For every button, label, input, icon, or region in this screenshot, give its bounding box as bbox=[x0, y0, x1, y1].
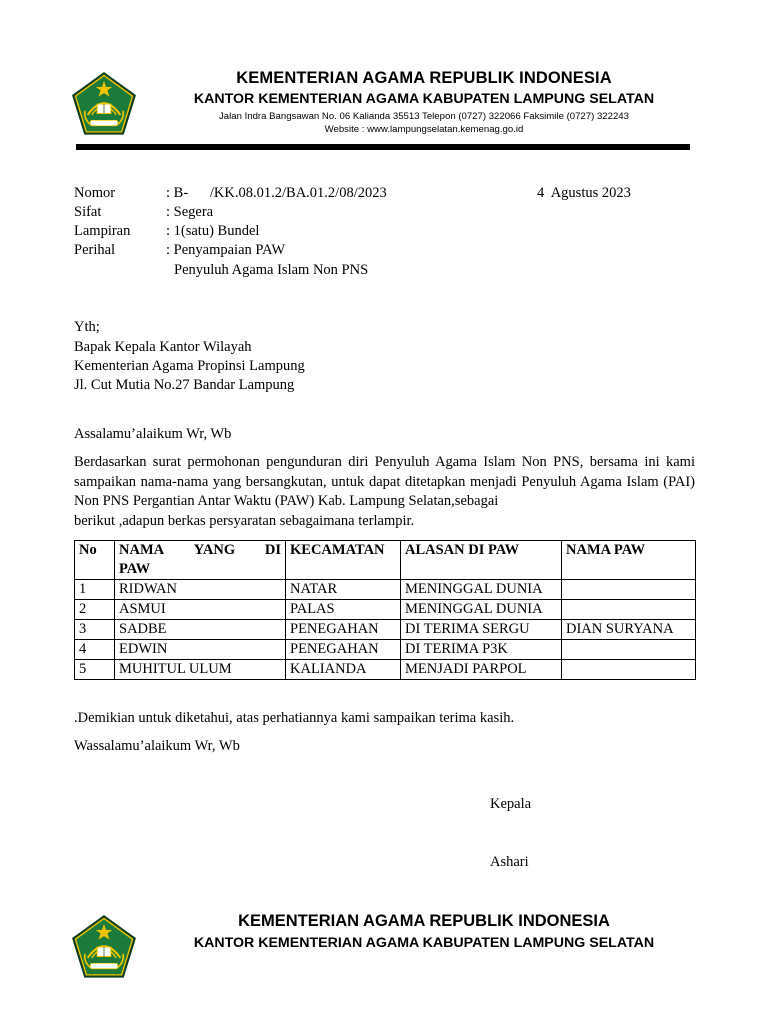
cell-no: 4 bbox=[75, 640, 115, 660]
table-row bbox=[75, 580, 696, 600]
lampiran-label: Lampiran bbox=[74, 223, 131, 239]
cell-nama: RIDWAN bbox=[115, 580, 286, 600]
kemenag-emblem-icon bbox=[70, 913, 138, 981]
letterhead-office-name: KANTOR KEMENTERIAN AGAMA KABUPATEN LAMPUNG SELATAN bbox=[193, 91, 655, 107]
recipient-title: Bapak Kepala Kantor Wilayah bbox=[74, 339, 252, 355]
cell-nama: SADBE bbox=[115, 620, 286, 640]
body-paragraph-main: Berdasarkan surat permohonan pengunduran diri Penyuluh Agama Islam Non PNS, bersama ini kami sampaikan nama-nama yang bersangkutan, untuk dapat ditetapkan menjadi Penyuluh Agama Islam (PAI) Non PNS Pergantian Antar Waktu (PAW) Kab. Lampung Selatan,sebagai bbox=[74, 454, 695, 510]
table-row bbox=[75, 660, 696, 680]
recipient-office: Kementerian Agama Propinsi Lampung bbox=[74, 358, 305, 374]
header-nama-word-3: DI bbox=[264, 542, 281, 558]
recipient-address: Jl. Cut Mutia No.27 Bandar Lampung bbox=[74, 377, 295, 393]
cell-kecamatan: PENEGAHAN bbox=[286, 640, 401, 660]
cell-kecamatan: PALAS bbox=[286, 600, 401, 620]
cell-nama: MUHITUL ULUM bbox=[115, 660, 286, 680]
cell-alasan: MENJADI PARPOL bbox=[401, 660, 562, 680]
perihal-value-continued: Penyuluh Agama Islam Non PNS bbox=[174, 262, 369, 278]
lampiran-value: : 1(satu) Bundel bbox=[166, 223, 260, 239]
header-nama-word-2: YANG bbox=[193, 542, 236, 558]
header-nama-word-1: NAMA bbox=[119, 542, 165, 558]
letter-date: 4 Agustus 2023 bbox=[537, 185, 631, 201]
letterhead-divider bbox=[76, 144, 690, 150]
cell-nama: EDWIN bbox=[115, 640, 286, 660]
cell-nama-paw: DIAN SURYANA bbox=[562, 620, 696, 640]
body-paragraph bbox=[74, 453, 695, 531]
header-no: No bbox=[75, 541, 115, 580]
cell-nama-paw bbox=[562, 600, 696, 620]
header-kecamatan: KECAMATAN bbox=[286, 541, 401, 580]
header-alasan: ALASAN DI PAW bbox=[401, 541, 562, 580]
sifat-value: : Segera bbox=[166, 204, 214, 220]
cell-kecamatan: NATAR bbox=[286, 580, 401, 600]
table-row bbox=[75, 620, 696, 640]
table-row bbox=[75, 640, 696, 660]
sifat-label: Sifat bbox=[74, 204, 102, 220]
footer-ministry-name: KEMENTERIAN AGAMA REPUBLIK INDONESIA bbox=[238, 912, 610, 930]
nomor-label: Nomor bbox=[74, 185, 116, 201]
cell-nama: ASMUI bbox=[115, 600, 286, 620]
cell-alasan: DI TERIMA P3K bbox=[401, 640, 562, 660]
letterhead-ministry-name: KEMENTERIAN AGAMA REPUBLIK INDONESIA bbox=[236, 69, 612, 87]
cell-no: 2 bbox=[75, 600, 115, 620]
cell-nama-paw bbox=[562, 580, 696, 600]
table-row bbox=[75, 600, 696, 620]
perihal-value: : Penyampaian PAW bbox=[166, 242, 286, 258]
signature-name: Ashari bbox=[490, 854, 529, 870]
table-header-row bbox=[75, 541, 696, 580]
footer-office-name: KANTOR KEMENTERIAN AGAMA KABUPATEN LAMPUNG SELATAN bbox=[193, 935, 655, 951]
signature-title: Kepala bbox=[490, 796, 532, 812]
perihal-label: Perihal bbox=[74, 242, 116, 258]
body-paragraph-last-line: berikut ,adapun berkas persyaratan sebagaimana terlampir. bbox=[74, 512, 415, 529]
closing-statement: .Demikian untuk diketahui, atas perhatiannya kami sampaikan terima kasih. bbox=[74, 710, 515, 726]
header-nama-paw: NAMA PAW bbox=[562, 541, 696, 580]
paw-table bbox=[74, 540, 696, 680]
cell-no: 3 bbox=[75, 620, 115, 640]
cell-alasan: DI TERIMA SERGU bbox=[401, 620, 562, 640]
recipient-salutation: Yth; bbox=[74, 319, 100, 335]
greeting: Assalamu’alaikum Wr, Wb bbox=[74, 426, 232, 442]
closing-greeting: Wassalamu’alaikum Wr, Wb bbox=[74, 738, 240, 754]
cell-alasan: MENINGGAL DUNIA bbox=[401, 580, 562, 600]
nomor-value: : B- /KK.08.01.2/BA.01.2/08/2023 bbox=[166, 185, 387, 201]
cell-kecamatan: KALIANDA bbox=[286, 660, 401, 680]
header-nama-word-4: PAW bbox=[119, 561, 151, 577]
cell-nama-paw bbox=[562, 660, 696, 680]
cell-nama-paw bbox=[562, 640, 696, 660]
letterhead-address: Jalan Indra Bangsawan No. 06 Kalianda 35513 Telepon (0727) 322066 Faksimile (0727) 322243 bbox=[219, 111, 629, 122]
letterhead-website: Website : www.lampungselatan.kemenag.go.id bbox=[324, 124, 524, 135]
kemenag-emblem-icon bbox=[70, 70, 138, 138]
cell-no: 1 bbox=[75, 580, 115, 600]
cell-kecamatan: PENEGAHAN bbox=[286, 620, 401, 640]
cell-no: 5 bbox=[75, 660, 115, 680]
cell-alasan: MENINGGAL DUNIA bbox=[401, 600, 562, 620]
header-nama bbox=[115, 541, 286, 580]
